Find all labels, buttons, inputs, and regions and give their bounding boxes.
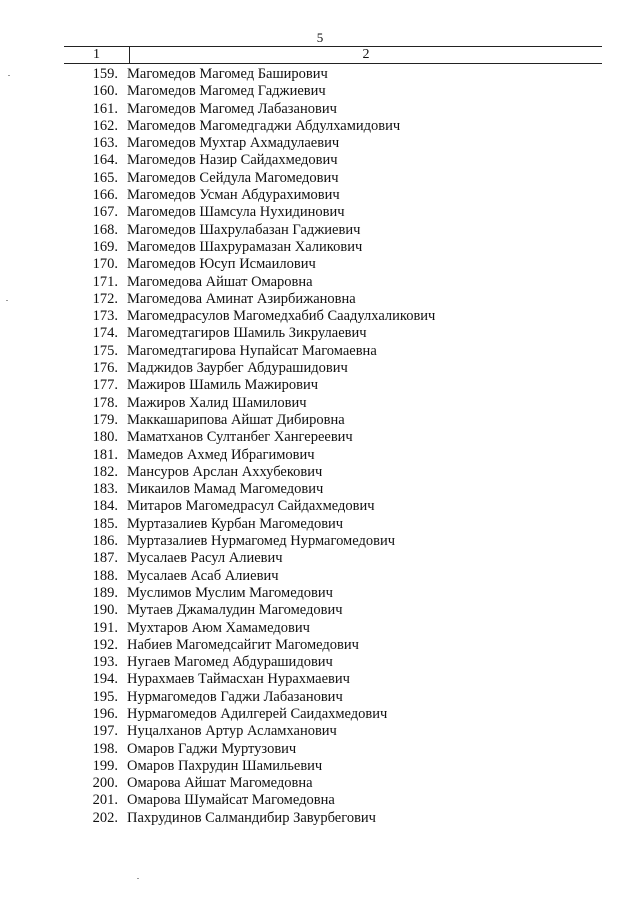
- list-item: [0, 464, 640, 481]
- person-name: Магомедов Шамсула Нухидинович: [127, 204, 345, 221]
- row-number: 166.: [92, 187, 118, 204]
- list-item: [0, 481, 640, 498]
- row-number: 194.: [92, 671, 118, 688]
- row-number: 179.: [92, 411, 118, 428]
- person-name: Набиев Магомедсайгит Магомедович: [127, 636, 359, 653]
- row-number: 191.: [92, 619, 118, 636]
- person-name: Магомедов Шахрулабазан Гаджиевич: [127, 221, 361, 238]
- list-item: [0, 256, 640, 273]
- page-number: 5: [316, 30, 324, 45]
- list-item: [0, 810, 640, 827]
- list-item: [0, 187, 640, 204]
- list-item: [0, 360, 640, 377]
- list-item: [0, 775, 640, 792]
- person-name: Магомедрасулов Магомедхабиб Саадулхаликович: [127, 308, 436, 325]
- person-name: Магомедов Магомед Гаджиевич: [127, 83, 326, 100]
- person-name: Мухтаров Аюм Хамамедович: [127, 619, 310, 636]
- row-number: 188.: [92, 567, 118, 584]
- row-number: 164.: [92, 152, 118, 169]
- row-number: 193.: [92, 654, 118, 671]
- list-item: [0, 118, 640, 135]
- row-number: 163.: [92, 135, 118, 152]
- list-item: [0, 170, 640, 187]
- person-name: Нурахмаев Таймасхан Нурахмаевич: [127, 671, 350, 688]
- list-item: [0, 550, 640, 567]
- row-number: 186.: [92, 533, 118, 550]
- row-number: 178.: [92, 394, 118, 411]
- list-item: [0, 620, 640, 637]
- list-item: [0, 101, 640, 118]
- list-item: [0, 637, 640, 654]
- person-name: Магомедова Айшат Омаровна: [127, 273, 313, 290]
- row-number: 175.: [92, 342, 118, 359]
- list-item: [0, 239, 640, 256]
- row-number: 185.: [92, 515, 118, 532]
- person-name: Омарова Айшат Магомедовна: [127, 775, 313, 792]
- person-name: Омарова Шумайсат Магомедовна: [127, 792, 335, 809]
- list-item: [0, 447, 640, 464]
- row-number: 165.: [92, 169, 118, 186]
- row-number: 171.: [92, 273, 118, 290]
- list-item: [0, 308, 640, 325]
- person-name: Магомедова Аминат Азирбижановна: [127, 290, 356, 307]
- person-name: Муртазалиев Курбан Магомедович: [127, 515, 344, 532]
- list-item: [0, 412, 640, 429]
- list-item: [0, 533, 640, 550]
- row-number: 169.: [92, 238, 118, 255]
- list-item: [0, 654, 640, 671]
- row-number: 176.: [92, 360, 118, 377]
- row-number: 159.: [92, 66, 118, 82]
- row-number: 201.: [92, 792, 118, 809]
- person-name: Нугаев Магомед Абдурашидович: [127, 654, 333, 671]
- list-item: [0, 395, 640, 412]
- person-name: Маджидов Заурбег Абдурашидович: [127, 360, 348, 377]
- list-item: [0, 222, 640, 239]
- list-item: [0, 135, 640, 152]
- list-item: [0, 758, 640, 775]
- list-item: [0, 689, 640, 706]
- row-number: 181.: [92, 446, 118, 463]
- person-name: Нуцалханов Артур Асламханович: [127, 723, 337, 740]
- row-number: 199.: [92, 757, 118, 774]
- list-item: [0, 498, 640, 515]
- row-number: 197.: [92, 723, 118, 740]
- person-name: Микаилов Мамад Магомедович: [127, 481, 324, 498]
- person-name: Магомедов Юсуп Исмаилович: [127, 256, 316, 273]
- row-number: 173.: [92, 308, 118, 325]
- person-name: Магомедов Магомед Баширович: [127, 66, 328, 82]
- name-list: [0, 66, 640, 827]
- list-item: [0, 343, 640, 360]
- row-number: 162.: [92, 117, 118, 134]
- person-name: Магомедтагиров Шамиль Зикрулаевич: [127, 325, 367, 342]
- person-name: Нурмагомедов Гаджи Лабазанович: [127, 688, 343, 705]
- row-number: 192.: [92, 636, 118, 653]
- person-name: Маматханов Султанбег Хангереевич: [127, 429, 353, 446]
- person-name: Магомедов Назир Сайдахмедович: [127, 152, 338, 169]
- row-number: 190.: [92, 602, 118, 619]
- person-name: Мусалаев Расул Алиевич: [127, 550, 283, 567]
- person-name: Мусалаев Асаб Алиевич: [127, 567, 279, 584]
- person-name: Маккашарипова Айшат Дибировна: [127, 411, 345, 428]
- list-item: [0, 723, 640, 740]
- row-number: 167.: [92, 204, 118, 221]
- list-item: [0, 741, 640, 758]
- row-number: 200.: [92, 775, 118, 792]
- person-name: Митаров Магомедрасул Сайдахмедович: [127, 498, 375, 515]
- row-number: 189.: [92, 584, 118, 601]
- row-number: 161.: [92, 100, 118, 117]
- column-header-number: 1: [64, 47, 130, 63]
- row-number: 187.: [92, 550, 118, 567]
- list-item: [0, 291, 640, 308]
- row-number: 198.: [92, 740, 118, 757]
- list-item: [0, 204, 640, 221]
- list-item: [0, 602, 640, 619]
- list-item: [0, 585, 640, 602]
- row-number: 160.: [92, 83, 118, 100]
- list-item: [0, 83, 640, 100]
- person-name: Магомедов Сейдула Магомедович: [127, 169, 339, 186]
- list-item: [0, 671, 640, 688]
- list-item: [0, 377, 640, 394]
- list-item: [0, 152, 640, 169]
- row-number: 184.: [92, 498, 118, 515]
- row-number: 168.: [92, 221, 118, 238]
- list-item: [0, 66, 640, 83]
- person-name: Магомедов Мухтар Ахмадулаевич: [127, 135, 340, 152]
- person-name: Мутаев Джамалудин Магомедович: [127, 602, 343, 619]
- person-name: Мансуров Арслан Аххубекович: [127, 463, 323, 480]
- row-number: 180.: [92, 429, 118, 446]
- list-item: [0, 706, 640, 723]
- list-item: [0, 325, 640, 342]
- person-name: Омаров Пахрудин Шамильевич: [127, 757, 323, 774]
- row-number: 174.: [92, 325, 118, 342]
- row-number: 202.: [92, 809, 118, 826]
- row-number: 172.: [92, 290, 118, 307]
- list-item: [0, 274, 640, 291]
- person-name: Муртазалиев Нурмагомед Нурмагомедович: [127, 533, 396, 550]
- person-name: Пахрудинов Салмандибир Завурбегович: [127, 809, 376, 826]
- row-number: 183.: [92, 481, 118, 498]
- row-number: 196.: [92, 705, 118, 722]
- person-name: Магомедов Усман Абдурахимович: [127, 187, 340, 204]
- row-number: 170.: [92, 256, 118, 273]
- table-header: [64, 46, 602, 64]
- person-name: Нурмагомедов Адилгерей Саидахмедович: [127, 705, 388, 722]
- row-number: 195.: [92, 688, 118, 705]
- person-name: Магомедов Шахрурамазан Халикович: [127, 238, 363, 255]
- person-name: Мамедов Ахмед Ибрагимович: [127, 446, 315, 463]
- person-name: Магомедтагирова Нупайсат Магомаевна: [127, 342, 377, 359]
- person-name: Омаров Гаджи Муртузович: [127, 740, 297, 757]
- list-item: [0, 792, 640, 809]
- person-name: Магомедов Магомед Лабазанович: [127, 100, 337, 117]
- list-item: [0, 516, 640, 533]
- row-number: 177.: [92, 377, 118, 394]
- list-item: [0, 568, 640, 585]
- person-name: Магомедов Магомедгаджи Абдулхамидович: [127, 117, 401, 134]
- person-name: Муслимов Муслим Магомедович: [127, 584, 333, 601]
- row-number: 182.: [92, 463, 118, 480]
- list-item: [0, 429, 640, 446]
- person-name: Мажиров Халид Шамилович: [127, 394, 307, 411]
- person-name: Мажиров Шамиль Мажирович: [127, 377, 319, 394]
- column-header-name: 2: [362, 47, 370, 62]
